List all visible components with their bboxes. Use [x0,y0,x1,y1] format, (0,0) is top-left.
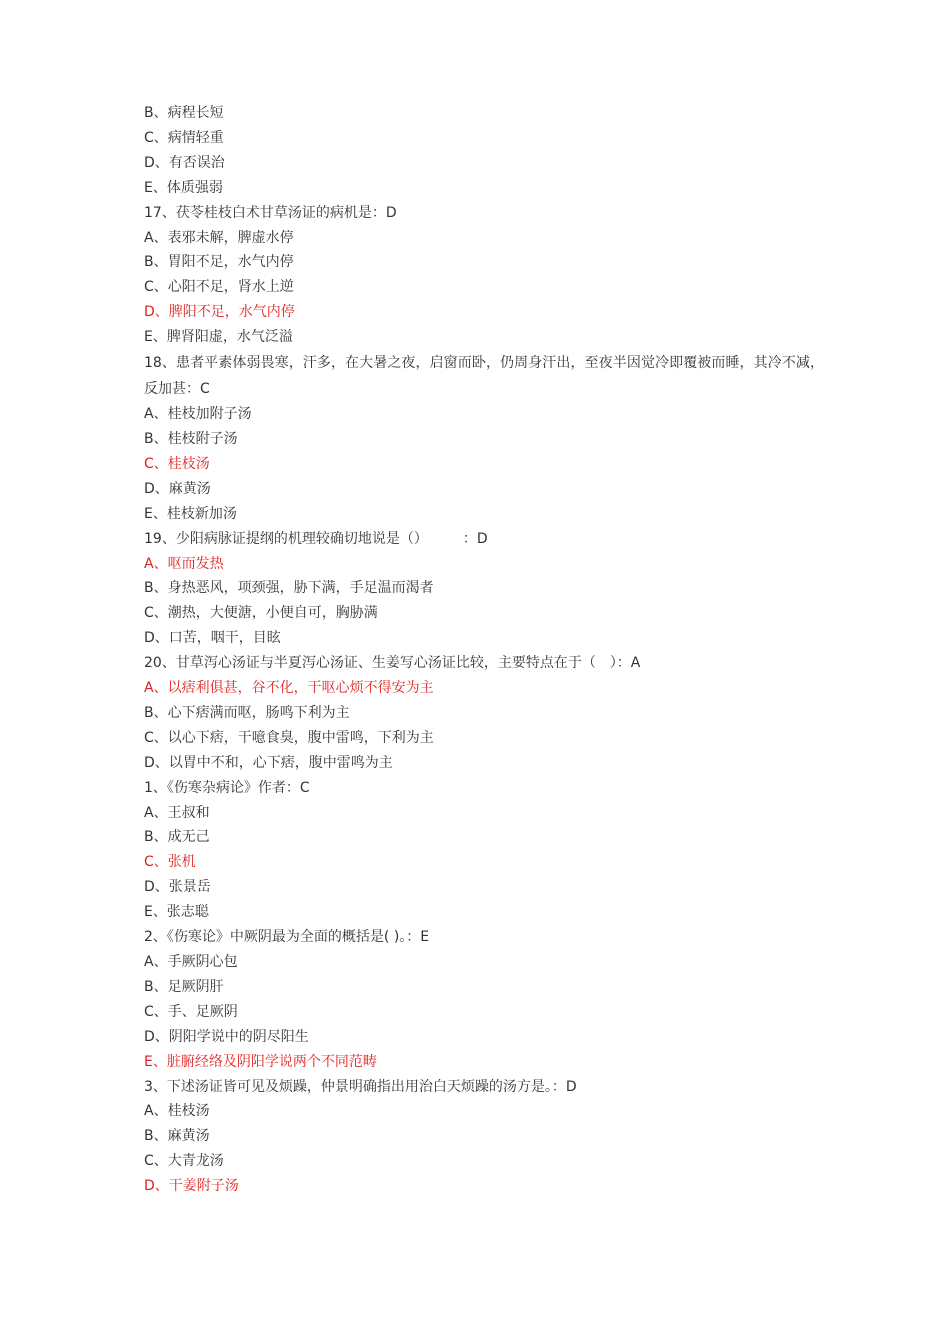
correct-option-line: D、干姜附子汤 [144,1178,239,1195]
option-line: A、王叔和 [144,804,210,821]
option-line: D、麻黄汤 [144,480,211,497]
option-line: E、体质强弱 [144,179,223,196]
option-line: C、大青龙汤 [144,1153,224,1170]
correct-option-line: D、脾阳不足，水气内停 [144,304,295,321]
option-line: D、有否误治 [144,154,225,171]
correct-option-line: E、脏腑经络及阴阳学说两个不同范畴 [144,1053,377,1070]
option-line: D、阴阳学说中的阴尽阳生 [144,1028,309,1045]
option-line: D、张景岳 [144,879,211,896]
option-line: B、病程长短 [144,105,224,121]
question-line: 3、下述汤证皆可见及烦躁，仲景明确指出用治白天烦躁的汤方是。：D [144,1078,577,1095]
option-line: D、以胃中不和，心下痞，腹中雷鸣为主 [144,754,393,771]
correct-option-line: A、以痞利俱甚，谷不化，干呕心烦不得安为主 [144,680,434,697]
correct-option-line: C、张机 [144,854,196,871]
option-line: C、手、足厥阴 [144,1003,238,1020]
question-line: 18、患者平素体弱畏寒，汗多，在大暑之夜，启窗而卧，仍周身汗出，至夜半因觉冷即覆被而睡，其冷不减，反加甚：C [144,355,824,398]
option-line: A、表邪未解，脾虚水停 [144,229,294,246]
option-line: E、桂枝新加汤 [144,505,237,522]
document-page [144,101,824,1199]
question-line: 1、《伤寒杂病论》作者：C [144,779,310,796]
option-line: B、身热恶风，项颈强，胁下满，手足温而渴者 [144,580,434,597]
option-line: E、张志聪 [144,904,209,921]
option-line: C、病情轻重 [144,129,224,146]
correct-option-line: A、呕而发热 [144,555,224,572]
option-line: B、足厥阴肝 [144,978,224,995]
option-line: C、以心下痞，干噫食臭，腹中雷鸣，下利为主 [144,729,434,746]
option-line: B、成无己 [144,829,210,846]
option-line: B、桂枝附子汤 [144,430,238,447]
option-line: E、脾肾阳虚，水气泛溢 [144,329,293,346]
option-line: A、桂枝加附子汤 [144,406,252,423]
question-line: 19、少阳病脉证提纲的机理较确切地说是（） ：D [144,530,488,547]
option-line: C、潮热，大便溏，小便自可，胸胁满 [144,605,378,622]
option-line: B、麻黄汤 [144,1128,210,1145]
option-line: C、心阳不足，肾水上逆 [144,279,294,296]
correct-option-line: C、桂枝汤 [144,455,210,472]
question-line: 2、《伤寒论》中厥阴最为全面的概括是( )。：E [144,929,430,946]
question-line: 20、甘草泻心汤证与半夏泻心汤证、生姜写心汤证比较，主要特点在于（ ）：A [144,655,641,672]
option-line: B、胃阳不足，水气内停 [144,254,294,271]
option-line: B、心下痞满而呕，肠鸣下利为主 [144,704,350,721]
option-line: A、手厥阴心包 [144,954,238,970]
question-line: 17、茯苓桂枝白术甘草汤证的病机是：D [144,204,397,221]
option-line: A、桂枝汤 [144,1103,210,1120]
option-line: D、口苦，咽干，目眩 [144,630,281,647]
